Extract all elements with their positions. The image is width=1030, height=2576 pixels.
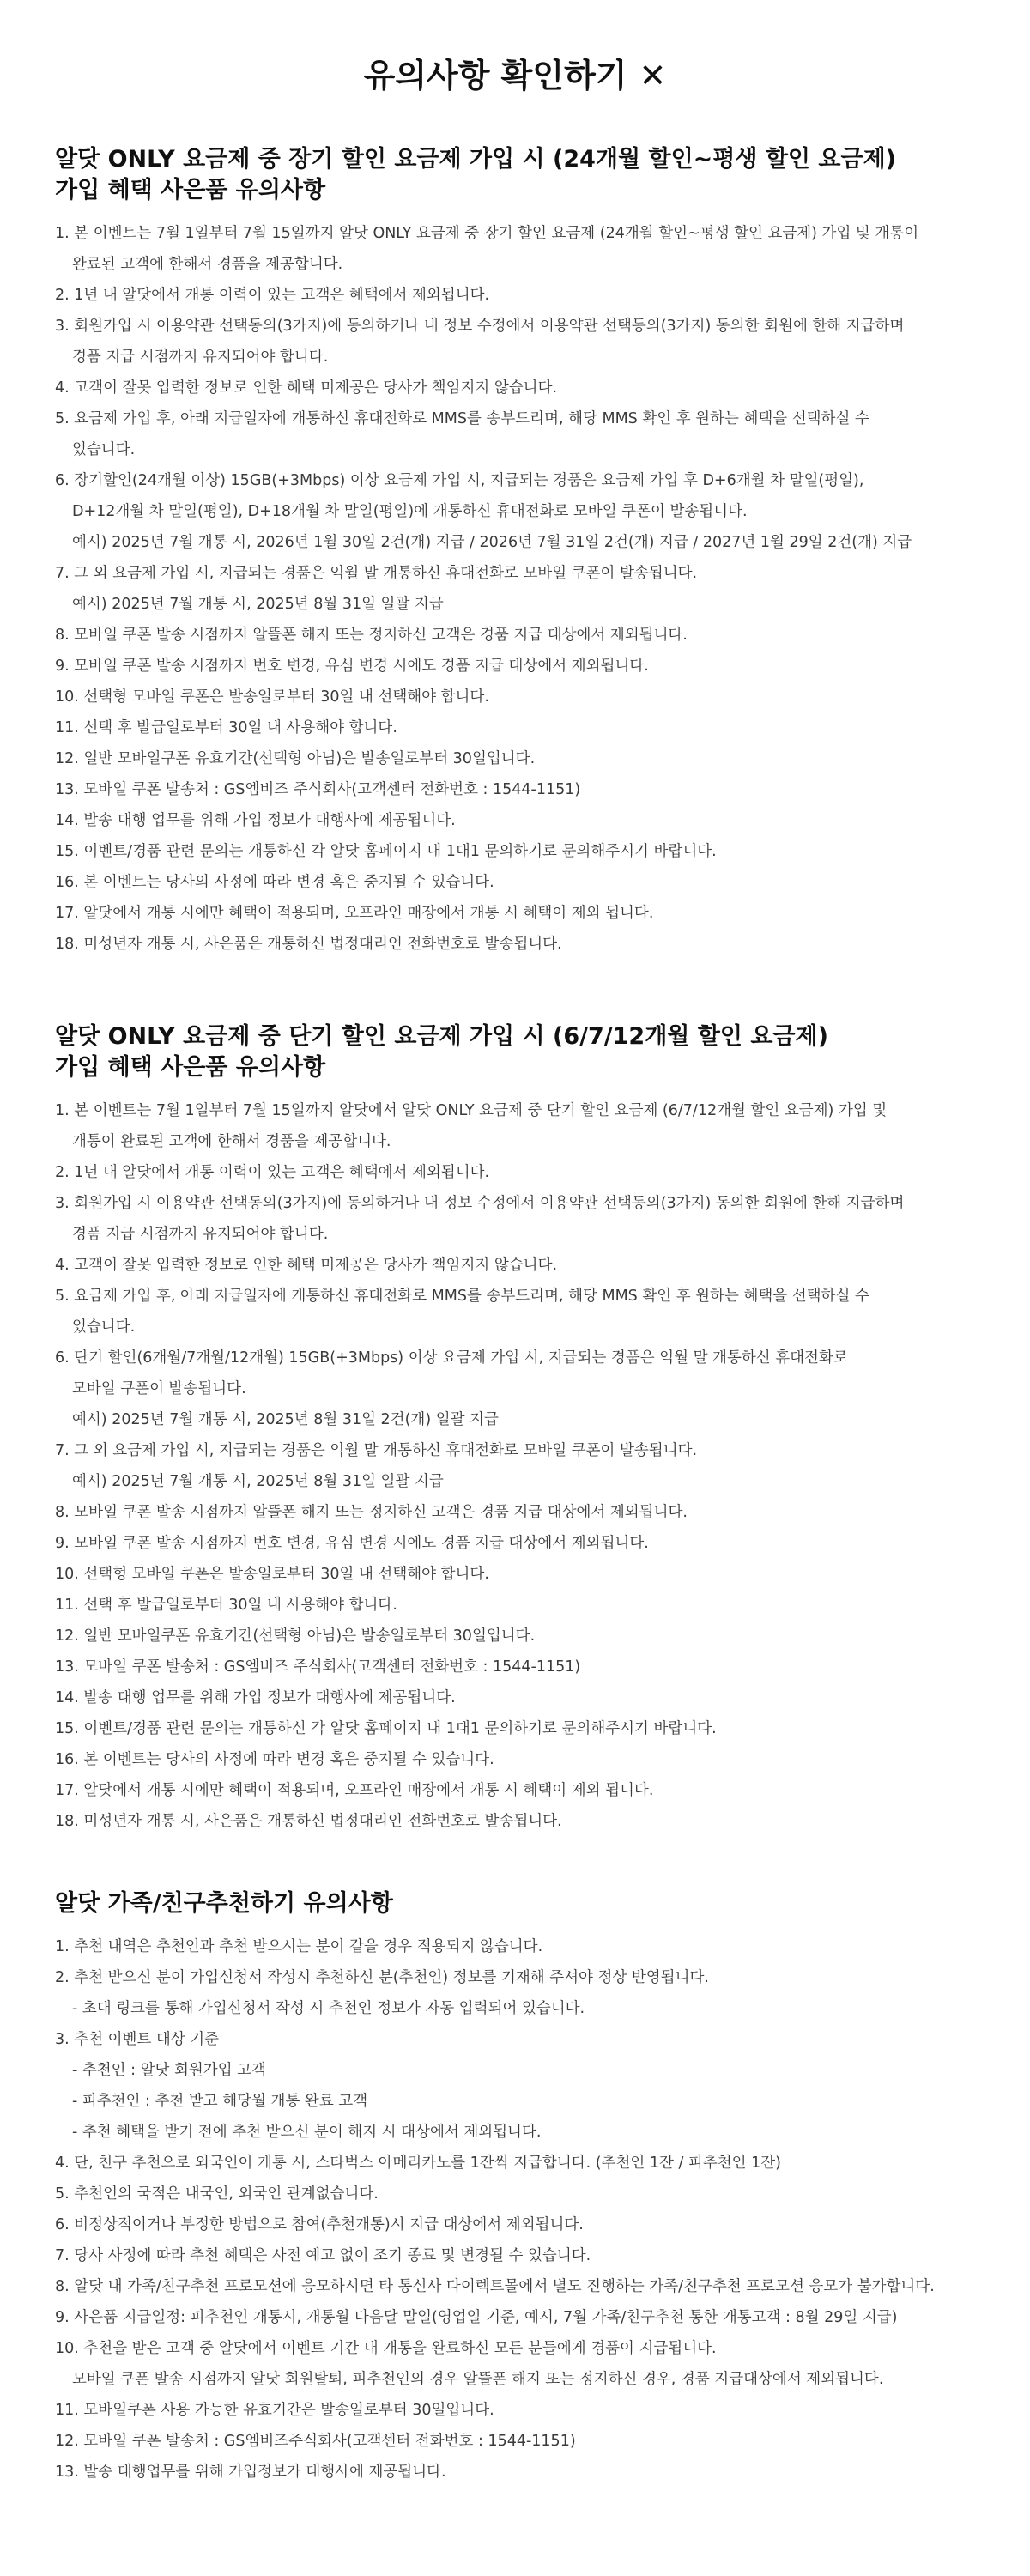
notice-item-text: 12. 모바일 쿠폰 발송처 : GS엠비즈주식회사(고객센터 전화번호 : 1544-1151) — [55, 2433, 576, 2450]
notice-item-text: 16. 본 이벤트는 당사의 사정에 따라 변경 혹은 중지될 수 있습니다. — [55, 1751, 494, 1768]
notice-item-text: 2. 1년 내 알닷에서 개통 이력이 있는 고객은 혜택에서 제외됩니다. — [55, 1164, 490, 1181]
notice-item-text: 2. 1년 내 알닷에서 개통 이력이 있는 고객은 혜택에서 제외됩니다. — [55, 287, 490, 304]
notice-item-text: 11. 모바일쿠폰 사용 가능한 유효기간은 발송일로부터 30일입니다. — [55, 2402, 494, 2419]
notice-item — [55, 311, 982, 373]
notice-item — [55, 1806, 982, 1837]
notice-item-text: 12. 일반 모바일쿠폰 유효기간(선택형 아님)은 발송일로부터 30일입니다. — [55, 1627, 536, 1645]
close-icon[interactable]: ✕ — [639, 57, 667, 94]
notice-item-text: 9. 모바일 쿠폰 발송 시점까지 번호 변경, 유심 변경 시에도 경품 지급 대상에서 제외됩니다. — [55, 1535, 649, 1552]
section-long-term-discount — [55, 144, 982, 960]
notice-item-text: 15. 이벤트/경품 관련 문의는 개통하신 각 알닷 홈페이지 내 1대1 문의하기로 문의해주시기 바랍니다. — [55, 843, 717, 860]
notice-item-subline: 모바일 쿠폰이 발송됩니다. — [72, 1380, 246, 1397]
notice-item-text: 10. 추천을 받은 고객 중 알닷에서 이벤트 기간 내 개통을 완료하신 모든 분들에게 경품이 지급됩니다. — [55, 2340, 717, 2357]
section-short-term-discount — [55, 1021, 982, 1837]
notice-item-text: 11. 선택 후 발급일로부터 30일 내 사용해야 합니다. — [55, 1597, 397, 1614]
notice-item — [55, 651, 982, 682]
notice-item — [55, 1652, 982, 1682]
notice-item — [55, 929, 982, 960]
section-title — [55, 1021, 982, 1083]
notice-item — [55, 1713, 982, 1744]
notice-item-subline: 개통이 완료된 고객에 한해서 경품을 제공합니다. — [72, 1133, 391, 1150]
notice-item-text: 14. 발송 대행 업무를 위해 가입 정보가 대행사에 제공됩니다. — [55, 1689, 456, 1706]
notice-item — [55, 2333, 982, 2395]
notice-item — [55, 774, 982, 805]
notice-item-text: 5. 요금제 가입 후, 아래 지급일자에 개통하신 휴대전화로 MMS를 송부드리며, 해당 MMS 확인 후 원하는 혜택을 선택하실 수 — [55, 1288, 869, 1305]
notice-item — [55, 743, 982, 774]
notice-item-subline: 예시) 2025년 7월 개통 시, 2025년 8월 31일 일괄 지급 — [72, 596, 444, 613]
notice-item-subline: 경품 지급 시점까지 유지되어야 합니다. — [72, 1226, 329, 1243]
notice-item-text: 1. 추천 내역은 추천인과 추천 받으시는 분이 같을 경우 적용되지 않습니다. — [55, 1938, 543, 1955]
notice-item-text: 7. 당사 사정에 따라 추천 혜택은 사전 예고 없이 조기 종료 및 변경될 수 있습니다. — [55, 2247, 591, 2264]
section-referral — [55, 1888, 982, 2488]
notice-item — [55, 1590, 982, 1621]
notice-item-text: 3. 추천 이벤트 대상 기준 — [55, 2031, 220, 2048]
notice-item — [55, 620, 982, 651]
notice-item — [55, 1621, 982, 1652]
notice-item — [55, 1095, 982, 1157]
notice-item — [55, 2426, 982, 2457]
notice-item — [55, 2302, 982, 2333]
notice-item-text: 3. 회원가입 시 이용약관 선택동의(3가지)에 동의하거나 내 정보 수정에서 이용약관 선택동의(3가지) 동의한 회원에 한해 지급하며 — [55, 1195, 905, 1212]
notice-item — [55, 1281, 982, 1343]
notice-item — [55, 805, 982, 836]
notice-item — [55, 1497, 982, 1528]
notice-item-text: 11. 선택 후 발급일로부터 30일 내 사용해야 합니다. — [55, 719, 397, 736]
notice-item-text: 4. 고객이 잘못 입력한 정보로 인한 혜택 미제공은 당사가 책임지지 않습니다. — [55, 379, 558, 397]
notice-item-subline: D+12개월 차 말일(평일), D+18개월 차 말일(평일)에 개통하신 휴대전화로 모바일 쿠폰이 발송됩니다. — [72, 503, 748, 520]
notice-item-text: 18. 미성년자 개통 시, 사은품은 개통하신 법정대리인 전화번호로 발송됩니다. — [55, 1813, 562, 1830]
notice-item — [55, 373, 982, 403]
notice-list — [55, 1095, 982, 1837]
notice-item — [55, 1744, 982, 1775]
section-title-line2: 가입 혜택 사은품 유의사항 — [55, 177, 326, 203]
section-title-line2: 가입 혜택 사은품 유의사항 — [55, 1054, 326, 1081]
notice-item-text: 18. 미성년자 개통 시, 사은품은 개통하신 법정대리인 전화번호로 발송됩니다. — [55, 936, 562, 953]
notice-item — [55, 1962, 982, 2024]
notice-item-text: 6. 비정상적이거나 부정한 방법으로 참여(추천개통)시 지급 대상에서 제외됩니다. — [55, 2216, 584, 2234]
notice-item-subline: 있습니다. — [72, 1318, 136, 1336]
notice-item — [55, 898, 982, 929]
notice-item-text: 4. 고객이 잘못 입력한 정보로 인한 혜택 미제공은 당사가 책임지지 않습니다. — [55, 1257, 558, 1274]
notice-item-text: 16. 본 이벤트는 당사의 사정에 따라 변경 혹은 중지될 수 있습니다. — [55, 874, 494, 891]
notice-item — [55, 2271, 982, 2302]
notice-item — [55, 1559, 982, 1590]
notice-item-text: 9. 사은품 지급일정: 피추천인 개통시, 개통월 다음달 말일(영업일 기준, 예시, 7월 가족/친구추천 통한 개통고객 : 8월 29일 지급) — [55, 2309, 898, 2326]
notice-item — [55, 2209, 982, 2240]
notice-item-text: 6. 단기 할인(6개월/7개월/12개월) 15GB(+3Mbps) 이상 요금제 가입 시, 지급되는 경품은 익월 말 개통하신 휴대전화로 — [55, 1349, 848, 1367]
notice-item — [55, 2179, 982, 2209]
notice-item-subline: - 초대 링크를 통해 가입신청서 작성 시 추천인 정보가 자동 입력되어 있습니다. — [72, 2000, 585, 2017]
notice-item — [55, 682, 982, 712]
notice-list — [55, 1931, 982, 2488]
notice-item — [55, 712, 982, 743]
notice-item — [55, 1157, 982, 1188]
notice-item-text: 7. 그 외 요금제 가입 시, 지급되는 경품은 익월 말 개통하신 휴대전화로 모바일 쿠폰이 발송됩니다. — [55, 1442, 698, 1459]
notice-item — [55, 1343, 982, 1435]
notice-item-text: 2. 추천 받으신 분이 가입신청서 작성시 추천하신 분(추천인) 정보를 기재해 주셔야 정상 반영됩니다. — [55, 1969, 709, 1986]
notice-item-text: 5. 요금제 가입 후, 아래 지급일자에 개통하신 휴대전화로 MMS를 송부드리며, 해당 MMS 확인 후 원하는 혜택을 선택하실 수 — [55, 410, 869, 427]
section-title-line1: 알닷 가족/친구추천하기 유의사항 — [55, 1890, 393, 1917]
notice-item — [55, 867, 982, 898]
notice-item-text: 1. 본 이벤트는 7월 1일부터 7월 15일까지 알닷 ONLY 요금제 중 장기 할인 요금제 (24개월 할인~평생 할인 요금제) 가입 및 개통이 — [55, 225, 919, 242]
notice-item-text: 13. 모바일 쿠폰 발송처 : GS엠비즈 주식회사(고객센터 전화번호 : 1544-1151) — [55, 781, 581, 798]
notice-item-text: 13. 발송 대행업무를 위해 가입정보가 대행사에 제공됩니다. — [55, 2464, 446, 2481]
notice-item — [55, 2024, 982, 2148]
notice-item-text: 10. 선택형 모바일 쿠폰은 발송일로부터 30일 내 선택해야 합니다. — [55, 688, 489, 706]
notice-item-subline: 예시) 2025년 7월 개통 시, 2025년 8월 31일 2건(개) 일괄 지급 — [72, 1411, 499, 1428]
notice-item-text: 13. 모바일 쿠폰 발송처 : GS엠비즈 주식회사(고객센터 전화번호 : 1544-1151) — [55, 1658, 581, 1676]
notice-item-subline: 예시) 2025년 7월 개통 시, 2025년 8월 31일 일괄 지급 — [72, 1473, 444, 1490]
notice-item — [55, 2148, 982, 2179]
notice-item-text: 8. 모바일 쿠폰 발송 시점까지 알뜰폰 해지 또는 정지하신 고객은 경품 지급 대상에서 제외됩니다. — [55, 1504, 688, 1521]
notice-item-subline: - 피추천인 : 추천 받고 해당월 개통 완료 고객 — [72, 2093, 368, 2110]
notice-item — [55, 1528, 982, 1559]
notice-item-subline: 경품 지급 시점까지 유지되어야 합니다. — [72, 349, 329, 366]
section-title — [55, 1888, 982, 1919]
notice-item-text: 9. 모바일 쿠폰 발송 시점까지 번호 변경, 유심 변경 시에도 경품 지급 대상에서 제외됩니다. — [55, 658, 649, 675]
notice-item — [55, 1682, 982, 1713]
notice-item-text: 10. 선택형 모바일 쿠폰은 발송일로부터 30일 내 선택해야 합니다. — [55, 1566, 489, 1583]
notice-item — [55, 2240, 982, 2271]
notice-item-text: 12. 일반 모바일쿠폰 유효기간(선택형 아님)은 발송일로부터 30일입니다. — [55, 750, 536, 767]
notice-item — [55, 403, 982, 465]
modal-title: 유의사항 확인하기 — [363, 57, 627, 94]
notice-item-subline: 있습니다. — [72, 441, 136, 458]
notice-item-subline: 예시) 2025년 7월 개통 시, 2026년 1월 30일 2건(개) 지급 / 2026년 7월 31일 2건(개) 지급 / 2027년 1월 29일 2건(개) 지급 — [72, 534, 912, 551]
notice-item — [55, 1188, 982, 1250]
section-title-line1: 알닷 ONLY 요금제 중 단기 할인 요금제 가입 시 (6/7/12개월 할인 요금제) — [55, 1023, 828, 1050]
notice-item-text: 17. 알닷에서 개통 시에만 혜택이 적용되며, 오프라인 매장에서 개통 시 혜택이 제외 됩니다. — [55, 1782, 654, 1799]
section-title — [55, 144, 982, 206]
notice-item — [55, 218, 982, 280]
notice-item — [55, 465, 982, 558]
section-title-line1: 알닷 ONLY 요금제 중 장기 할인 요금제 가입 시 (24개월 할인~평생 할인 요금제) — [55, 146, 896, 173]
notice-item-text: 17. 알닷에서 개통 시에만 혜택이 적용되며, 오프라인 매장에서 개통 시 혜택이 제외 됩니다. — [55, 905, 654, 922]
notice-list — [55, 218, 982, 960]
notice-item-text: 5. 추천인의 국적은 내국인, 외국인 관계없습니다. — [55, 2185, 379, 2203]
notice-item-text: 3. 회원가입 시 이용약관 선택동의(3가지)에 동의하거나 내 정보 수정에서 이용약관 선택동의(3가지) 동의한 회원에 한해 지급하며 — [55, 318, 905, 335]
notice-item-subline: 완료된 고객에 한해서 경품을 제공합니다. — [72, 256, 343, 273]
notice-item-text: 8. 모바일 쿠폰 발송 시점까지 알뜰폰 해지 또는 정지하신 고객은 경품 지급 대상에서 제외됩니다. — [55, 627, 688, 644]
modal-header — [0, 53, 1030, 98]
notice-item-subline: 모바일 쿠폰 발송 시점까지 알닷 회원탈퇴, 피추천인의 경우 알뜰폰 해지 또는 정지하신 경우, 경품 지급대상에서 제외됩니다. — [72, 2371, 884, 2388]
notice-item — [55, 1435, 982, 1497]
notice-item — [55, 1775, 982, 1806]
notice-item — [55, 558, 982, 620]
notice-item — [55, 280, 982, 311]
notice-item-text: 7. 그 외 요금제 가입 시, 지급되는 경품은 익월 말 개통하신 휴대전화로 모바일 쿠폰이 발송됩니다. — [55, 565, 698, 582]
notice-item — [55, 1250, 982, 1281]
notice-item — [55, 836, 982, 867]
notice-item — [55, 2457, 982, 2488]
notice-item-text: 1. 본 이벤트는 7월 1일부터 7월 15일까지 알닷에서 알닷 ONLY 요금제 중 단기 할인 요금제 (6/7/12개월 할인 요금제) 가입 및 — [55, 1102, 888, 1119]
notice-item-text: 6. 장기할인(24개월 이상) 15GB(+3Mbps) 이상 요금제 가입 시, 지급되는 경품은 요금제 가입 후 D+6개월 차 말일(평일), — [55, 472, 864, 489]
notice-item-text: 15. 이벤트/경품 관련 문의는 개통하신 각 알닷 홈페이지 내 1대1 문의하기로 문의해주시기 바랍니다. — [55, 1720, 717, 1737]
notice-item-text: 8. 알닷 내 가족/친구추천 프로모션에 응모하시면 타 통신사 다이렉트몰에서 별도 진행하는 가족/친구추천 프로모션 응모가 불가합니다. — [55, 2278, 935, 2295]
notice-item-subline: - 추천인 : 알닷 회원가입 고객 — [72, 2062, 266, 2079]
notice-item-subline: - 추천 혜택을 받기 전에 추천 받으신 분이 해지 시 대상에서 제외됩니다. — [72, 2124, 542, 2141]
notice-item-text: 4. 단, 친구 추천으로 외국인이 개통 시, 스타벅스 아메리카노를 1잔씩 지급합니다. (추천인 1잔 / 피추천인 1잔) — [55, 2155, 781, 2172]
notice-item — [55, 1931, 982, 1962]
notice-item — [55, 2395, 982, 2426]
notice-item-text: 14. 발송 대행 업무를 위해 가입 정보가 대행사에 제공됩니다. — [55, 812, 456, 829]
